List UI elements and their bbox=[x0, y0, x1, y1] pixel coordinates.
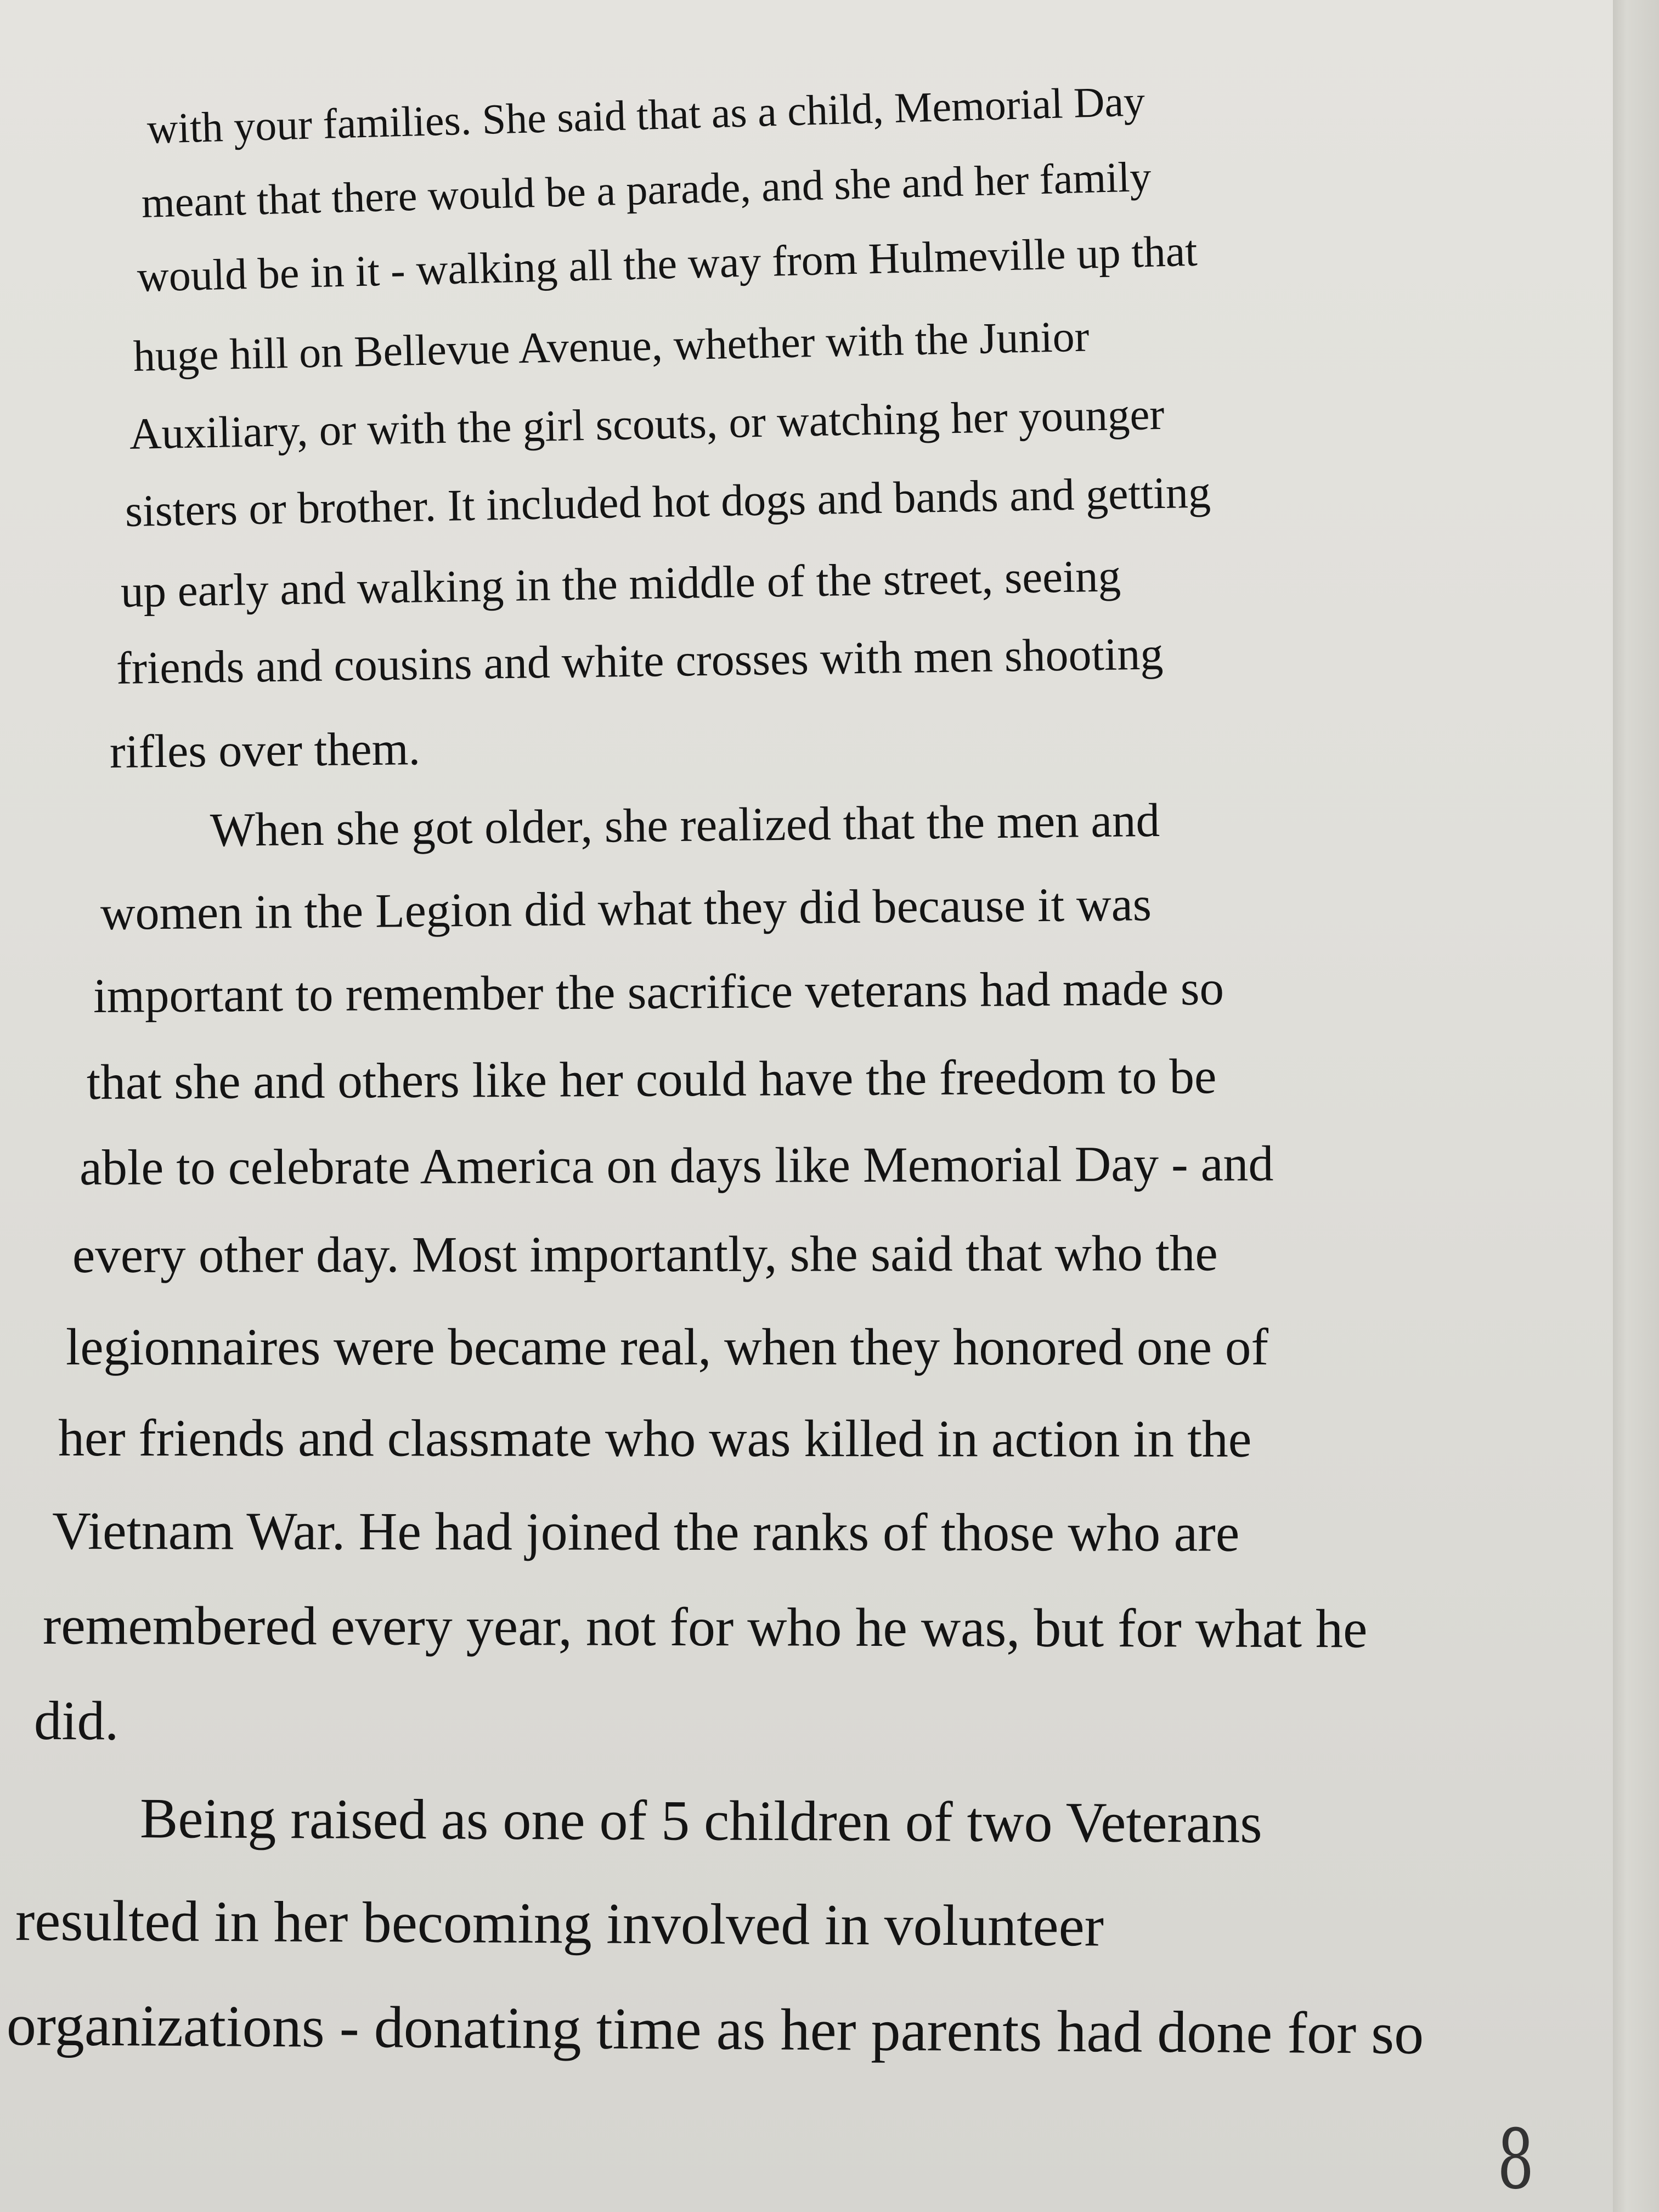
text-line: remembered every year, not for who he was, but for what he bbox=[42, 1595, 1368, 1660]
text-line: friends and cousins and white crosses with men shooting bbox=[116, 628, 1164, 694]
text-line: rifles over them. bbox=[109, 722, 421, 778]
text-line: with your families. She said that as a child, Memorial Day bbox=[146, 77, 1146, 153]
text-line: Vietnam War. He had joined the ranks of those who are bbox=[52, 1502, 1240, 1563]
text-line: When she got older, she realized that the men and bbox=[210, 793, 1160, 856]
text-line: women in the Legion did what they did because it was bbox=[100, 878, 1152, 940]
paper-edge bbox=[1613, 0, 1659, 2212]
text-line: Auxiliary, or with the girl scouts, or watching her younger bbox=[129, 389, 1165, 459]
text-line: that she and others like her could have the freedom to be bbox=[86, 1048, 1217, 1110]
text-line: sisters or brother. It included hot dogs and bands and getting bbox=[125, 467, 1211, 536]
text-line: able to celebrate America on days like Memorial Day - and bbox=[79, 1135, 1274, 1195]
text-line: Being raised as one of 5 children of two Veterans bbox=[139, 1787, 1262, 1855]
text-line: every other day. Most importantly, she said that who the bbox=[72, 1225, 1218, 1284]
text-line: huge hill on Bellevue Avenue, whether with the Junior bbox=[133, 312, 1090, 381]
text-line: organizations - donating time as her parents had done for so bbox=[6, 1993, 1424, 2067]
text-line: up early and walking in the middle of the street, seeing bbox=[120, 550, 1121, 617]
text-line: her friends and classmate who was killed in action in the bbox=[58, 1408, 1252, 1468]
text-line: meant that there would be a parade, and she and her family bbox=[140, 152, 1152, 227]
text-line: resulted in her becoming involved in volunteer bbox=[15, 1888, 1104, 1959]
text-line: would be in it - walking all the way from Hulmeville up that bbox=[136, 227, 1198, 301]
text-line: important to remember the sacrifice veterans had made so bbox=[93, 961, 1224, 1023]
text-line: did. bbox=[33, 1690, 119, 1752]
page-number: 8 bbox=[1497, 2112, 1534, 2208]
text-line: legionnaires were became real, when they honored one of bbox=[66, 1318, 1268, 1376]
